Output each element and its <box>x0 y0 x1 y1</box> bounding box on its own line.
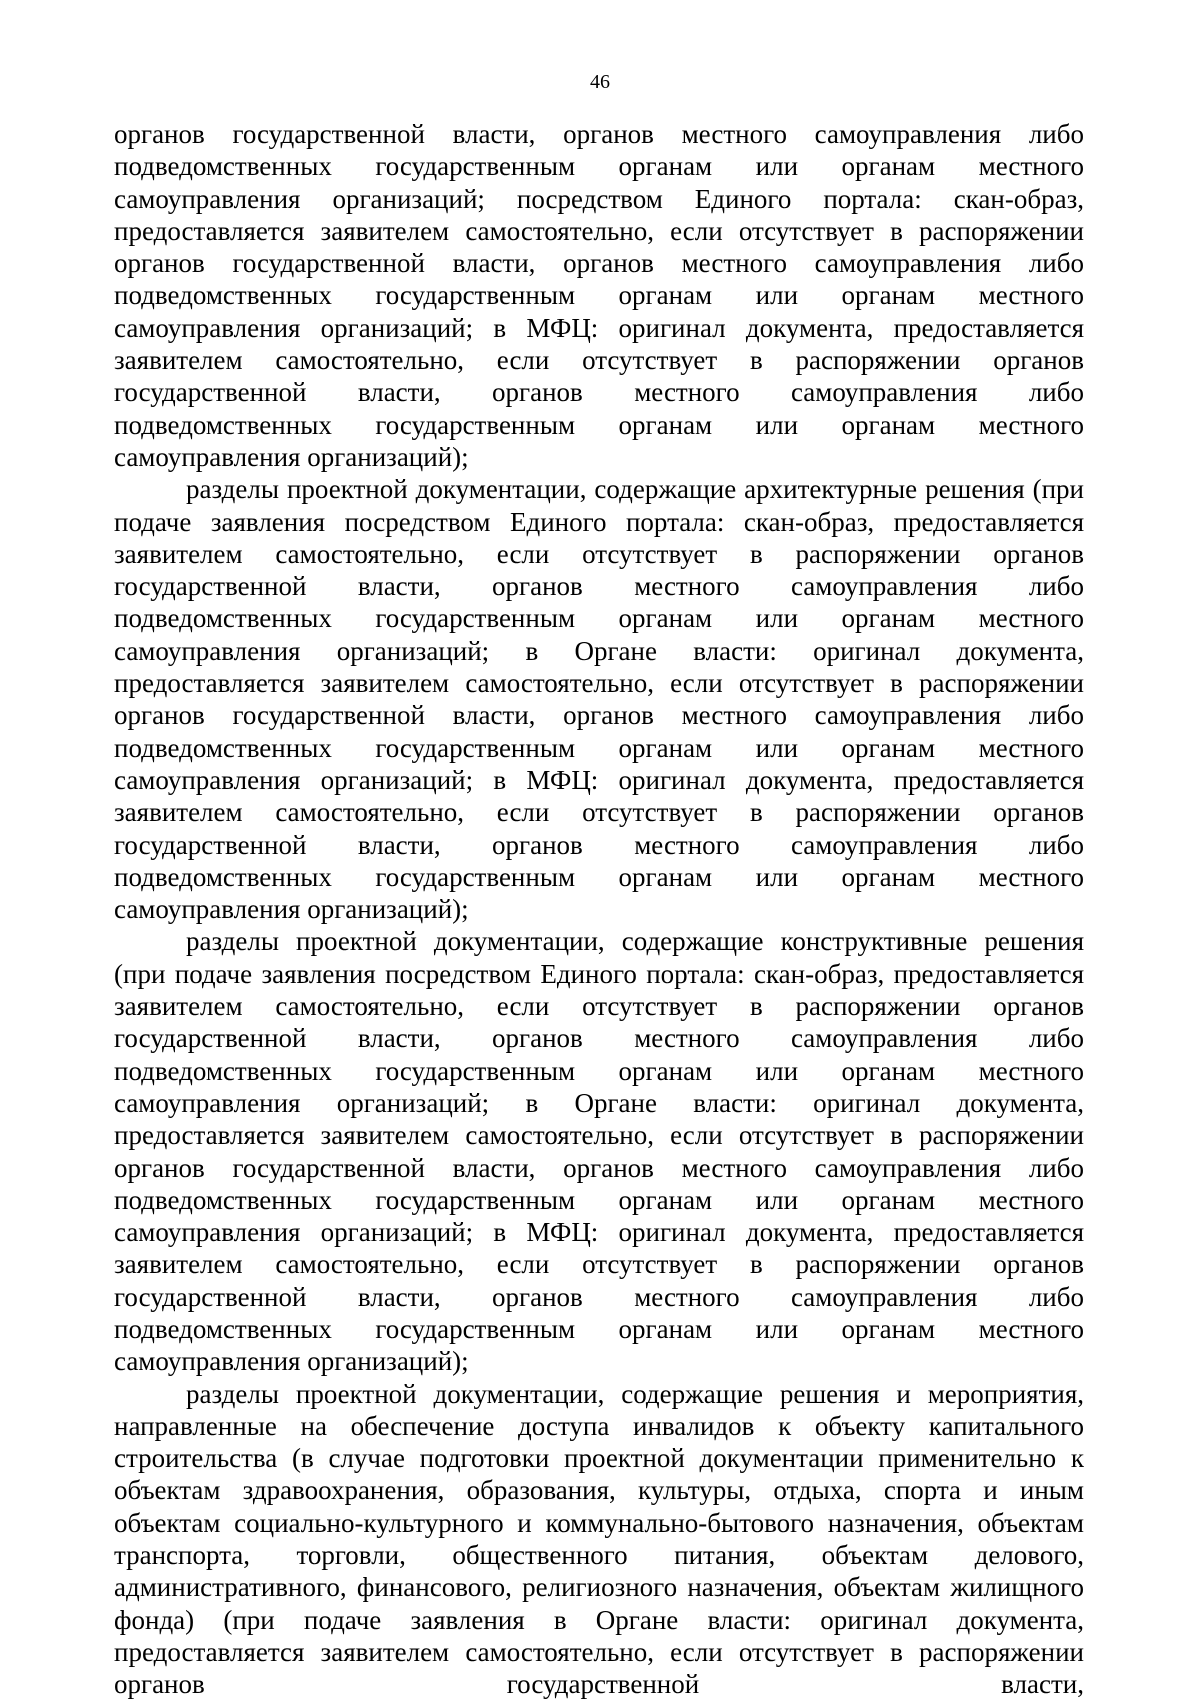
paragraph-structural-solutions: разделы проектной документации, содержащие конструктивные решения (при подаче заявления посредством Единого портала: скан-образ, предоставляется заявителем самостоятельно, если отсутствует в распоряжении органов государственной власти, органов местного самоуправления либо подведомственных государственным органам или органам местного самоуправления организаций; в Органе власти: оригинал документа, предоставляется заявителем самостоятельно, если отсутствует в распоряжении органов государственной власти, органов местного самоуправления либо подведомственных государственным органам или органам местного самоуправления организаций; в МФЦ: оригинал документа, предоставляется заявителем самостоятельно, если отсутствует в распоряжении органов государственной власти, органов местного самоуправления либо подведомственных государственным органам или органам местного самоуправления организаций); <box>114 926 1084 1377</box>
document-body <box>114 118 1084 1701</box>
paragraph-continuation: органов государственной власти, органов местного самоуправления либо подведомственных государственным органам или органам местного самоуправления организаций; посредством Единого портала: скан-образ, предоставляется заявителем самостоятельно, если отсутствует в распоряжении органов государственной власти, органов местного самоуправления либо подведомственных государственным органам или органам местного самоуправления организаций; в МФЦ: оригинал документа, предоставляется заявителем самостоятельно, если отсутствует в распоряжении органов государственной власти, органов местного самоуправления либо подведомственных государственным органам или органам местного самоуправления организаций); <box>114 119 1084 472</box>
page-number: 46 <box>590 71 610 93</box>
paragraph-accessibility-measures: разделы проектной документации, содержащие решения и мероприятия, направленные на обеспечение доступа инвалидов к объекту капитального строительства (в случае подготовки проектной документации применительно к объектам здравоохранения, образования, культуры, отдыха, спорта и иным объектам социально-культурного и коммунально-бытового назначения, объектам транспорта, торговли, общественного питания, объектам делового, административного, финансового, религиозного назначения, объектам жилищного фонда) (при подаче заявления в Органе власти: оригинал документа, предоставляется заявителем самостоятельно, если отсутствует в распоряжении органов государственной власти, <box>114 1378 1084 1700</box>
paragraph-architectural-solutions: разделы проектной документации, содержащие архитектурные решения (при подаче заявления посредством Единого портала: скан-образ, предоставляется заявителем самостоятельно, если отсутствует в распоряжении органов государственной власти, органов местного самоуправления либо подведомственных государственным органам или органам местного самоуправления организаций; в Органе власти: оригинал документа, предоставляется заявителем самостоятельно, если отсутствует в распоряжении органов государственной власти, органов местного самоуправления либо подведомственных государственным органам или органам местного самоуправления организаций; в МФЦ: оригинал документа, предоставляется заявителем самостоятельно, если отсутствует в распоряжении органов государственной власти, органов местного самоуправления либо подведомственных государственным органам или органам местного самоуправления организаций); <box>114 474 1084 925</box>
